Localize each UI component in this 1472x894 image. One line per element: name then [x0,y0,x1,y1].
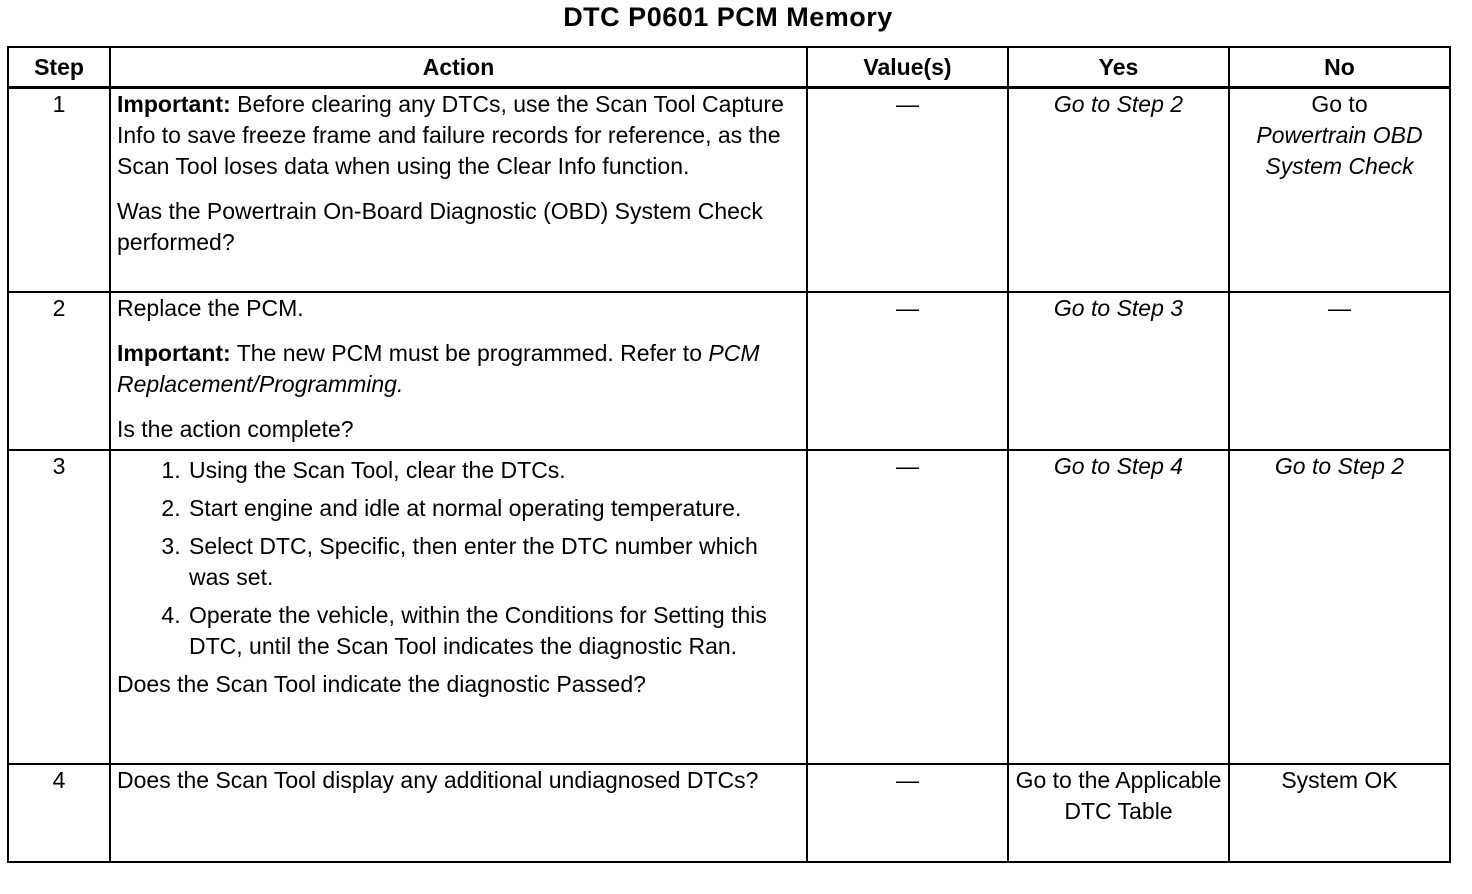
procedure-list [117,455,800,662]
step-number: 3 [8,450,110,764]
yes-link[interactable]: Go to Step 2 [1008,88,1229,293]
yes-link[interactable]: Go to Step 3 [1008,292,1229,450]
no-cell: — [1229,292,1450,450]
table-header-row [8,47,1450,88]
procedure-item: 3. Select DTC, Specific, then enter the DTC number which was set. [187,531,800,593]
value-cell: — [807,450,1008,764]
step-question: Was the Powertrain On-Board Diagnostic (OBD) System Check performed? [117,198,763,255]
table-row [8,764,1450,862]
header-yes: Yes [1008,47,1229,88]
page-title: DTC P0601 PCM Memory [563,2,893,32]
no-prefix: Go to [1311,91,1368,117]
table-row [8,88,1450,293]
yes-link[interactable]: Go to the Applicable DTC Table [1008,764,1229,862]
header-values: Value(s) [807,47,1008,88]
no-link[interactable]: Powertrain OBD System Check [1256,122,1423,179]
yes-link[interactable]: Go to Step 4 [1008,450,1229,764]
table-row [8,292,1450,450]
important-text: Before clearing any DTCs, use the Scan Tool Capture Info to save freeze frame and failure records for reference, as the Scan Tool loses data when using the Clear Info function. [117,91,784,179]
step-number: 4 [8,764,110,862]
diagnostic-table [7,46,1451,863]
header-action: Action [110,47,807,88]
step-question: Does the Scan Tool display any additional undiagnosed DTCs? [117,767,759,793]
step-question: Is the action complete? [117,416,354,442]
action-line: Replace the PCM. [117,295,304,321]
step-number: 2 [8,292,110,450]
reference-link[interactable]: PCM Replacement/Programming. [117,340,760,397]
procedure-item: 4. Operate the vehicle, within the Conditions for Setting this DTC, until the Scan Tool indicates the diagnostic Ran. [187,600,800,662]
procedure-item: 1. Using the Scan Tool, clear the DTCs. [187,455,800,486]
header-no: No [1229,47,1450,88]
important-note [117,89,800,182]
no-result: System OK [1229,764,1450,862]
no-link[interactable]: Go to Step 2 [1229,450,1450,764]
step-number: 1 [8,88,110,293]
step-question: Does the Scan Tool indicate the diagnostic Passed? [117,671,646,697]
important-label: Important: [117,340,231,366]
important-label: Important: [117,91,231,117]
value-cell: — [807,88,1008,293]
table-row [8,450,1450,764]
important-text: The new PCM must be programmed. Refer to [230,340,709,366]
procedure-item: 2. Start engine and idle at normal operating temperature. [187,493,800,524]
header-step: Step [8,47,110,88]
important-note [117,338,800,400]
value-cell: — [807,292,1008,450]
no-cell[interactable] [1229,88,1450,293]
value-cell: — [807,764,1008,862]
action-cell [110,764,807,862]
action-cell [110,88,807,293]
action-cell [110,292,807,450]
action-cell [110,450,807,764]
